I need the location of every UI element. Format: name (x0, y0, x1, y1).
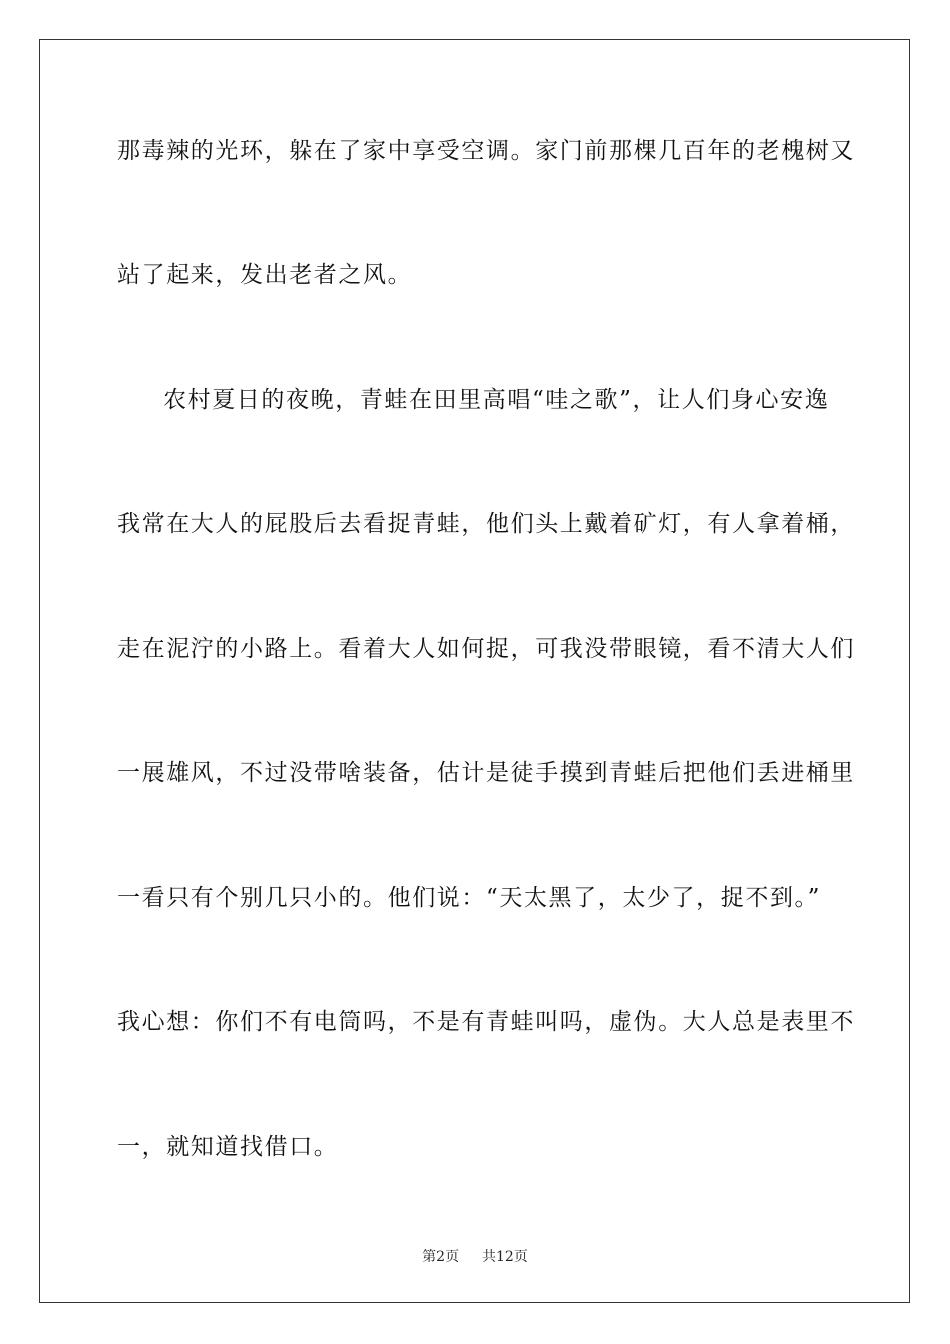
page-footer (0, 1248, 950, 1266)
page-number: 第2页 (422, 1249, 460, 1265)
text-line-2: 站了起来，发出老者之风。 (117, 262, 413, 288)
text-line-6: 一展雄风，不过没带啥装备，估计是徒手摸到青蛙后把他们丢进桶里 (117, 760, 855, 786)
paragraph-start-line: 农村夏日的夜晚，青蛙在田里高唱“哇之歌”，让人们身心安逸 (163, 387, 830, 413)
text-line-5: 走在泥泞的小路上。看着大人如何捉，可我没带眼镜，看不清大人们 (117, 636, 855, 662)
text-line-9: 一，就知道找借口。 (117, 1134, 339, 1160)
page-total: 共12页 (482, 1249, 528, 1265)
text-line-7: 一看只有个别几只小的。他们说：“天太黑了，太少了，捉不到。” (117, 885, 822, 911)
text-line-4: 我常在大人的屁股后去看捉青蛙，他们头上戴着矿灯，有人拿着桶， (117, 511, 855, 537)
text-line-8: 我心想：你们不有电筒吗，不是有青蛙叫吗，虚伪。大人总是表里不 (117, 1009, 855, 1035)
page-border (39, 39, 910, 1303)
text-line-1: 那毒辣的光环，躲在了家中享受空调。家门前那棵几百年的老槐树又 (117, 138, 855, 164)
